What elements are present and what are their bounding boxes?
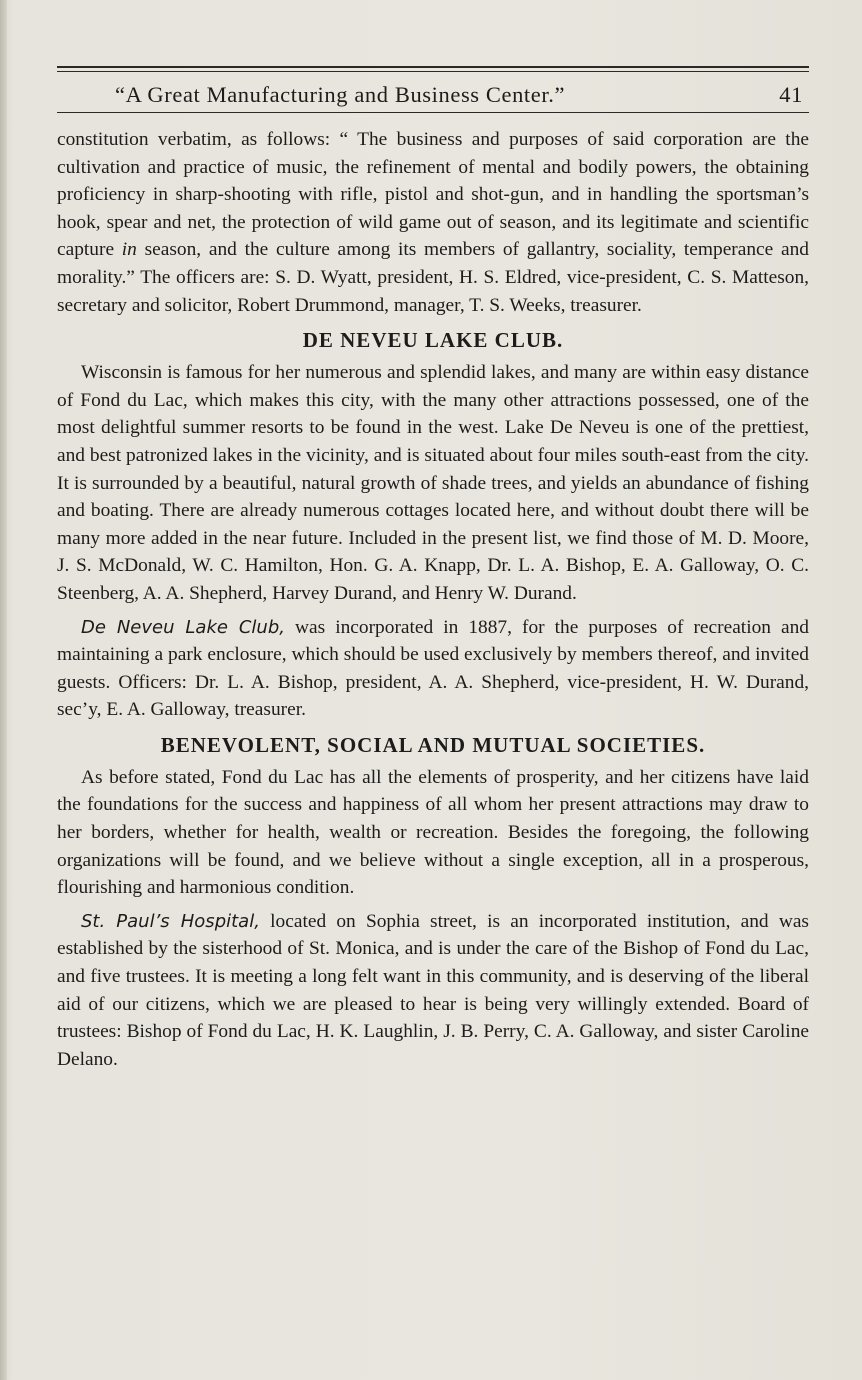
header-rule-top [57,66,809,68]
running-header [57,66,809,113]
page-body [57,126,809,1073]
page-binding-edge [0,0,7,1380]
paragraph-societies-intro: As before stated, Fond du Lac has all the elements of prosperity, and her citizens have laid the foundations for the success and happiness of all whom her present attractions may draw to her borders, whether for health, wealth or recreation. Besides the foregoing, the following organizations will be found, and we believe without a single exception, all in a prosperous, flourishing and harmonious condition. [57,766,809,899]
paragraph-text: season, and the culture among its members of gallantry, sociality, temperance and morality.” The officers are: S. D. Wyatt, president, H. S. Eldred, vice-president, C. S. Matteson, secretary and solicitor, Robert Drummond, manager, T. S. Weeks, treasurer. [57,239,809,316]
section-heading-societies: BENEVOLENT, SOCIAL AND MUTUAL SOCIETIES. [160,732,706,757]
italic-word: in [121,239,137,261]
run-in-title: De Neveu Lake Club, [81,616,285,638]
paragraph-club-incorporation [57,614,809,724]
paragraph-lake-description: Wisconsin is famous for her numerous and splendid lakes, and many are within easy distance of Fond du Lac, which makes this city, with the many other attractions possessed, one of the most delightful summer resorts to be found in the west. Lake De Neveu is one of the prettiest, and best patronized lakes in the vicinity, and is situated about four miles south-east from the city. It is surrounded by a beautiful, natural growth of shade trees, and yields an abundance of fishing and boating. There are already numerous cottages located here, and without doubt there will be many more added in the near future. Included in the present list, we find those of M. D. Moore, J. S. McDonald, W. C. Hamilton, Hon. G. A. Knapp, Dr. L. A. Bishop, E. A. Galloway, O. C. Steenberg, A. A. Shepherd, Harvey Durand, and Henry W. Durand. [57,362,809,604]
paragraph-hospital [57,908,809,1074]
paragraph-club-constitution [57,126,809,319]
header-line [57,72,809,108]
section-heading-de-neveu: DE NEVEU LAKE CLUB. [302,328,564,353]
header-rule-bottom [57,112,809,113]
paragraph-text: constitution verbatim, as follows: “ The business and purposes of said corporation are the cultivation and practice of music, the refinement of mental and bodily powers, the obtaining proficiency in sharp-shooting with rifle, pistol and shot-gun, and in handling the sportsman’s hook, spear and net, the protection of wild game out of season, and its legitimate and scientific capture [57,129,809,261]
page-number: 41 [779,82,803,107]
running-title: “A Great Manufacturing and Business Center.” [115,82,566,107]
paragraph-text: located on Sophia street, is an incorporated institution, and was established by the sisterhood of St. Monica, and is under the care of the Bishop of Fond du Lac, and five trustees. It is meeting a long felt want in this community, and is deserving of the liberal aid of our citizens, which we are pleased to hear is being very willingly extended. Board of trustees: Bishop of Fond du Lac, H. K. Laughlin, J. B. Perry, C. A. Galloway, and sister Caroline Delano. [57,910,809,1070]
paragraph-text: was incorporated in 1887, for the purposes of recreation and maintaining a park enclosure, which should be used exclusively by members thereof, and invited guests. Officers: Dr. L. A. Bishop, president, A. A. Shepherd, vice-president, H. W. Durand, sec’y, E. A. Galloway, treasurer. [57,616,809,721]
run-in-title: St. Paul’s Hospital, [81,910,260,932]
